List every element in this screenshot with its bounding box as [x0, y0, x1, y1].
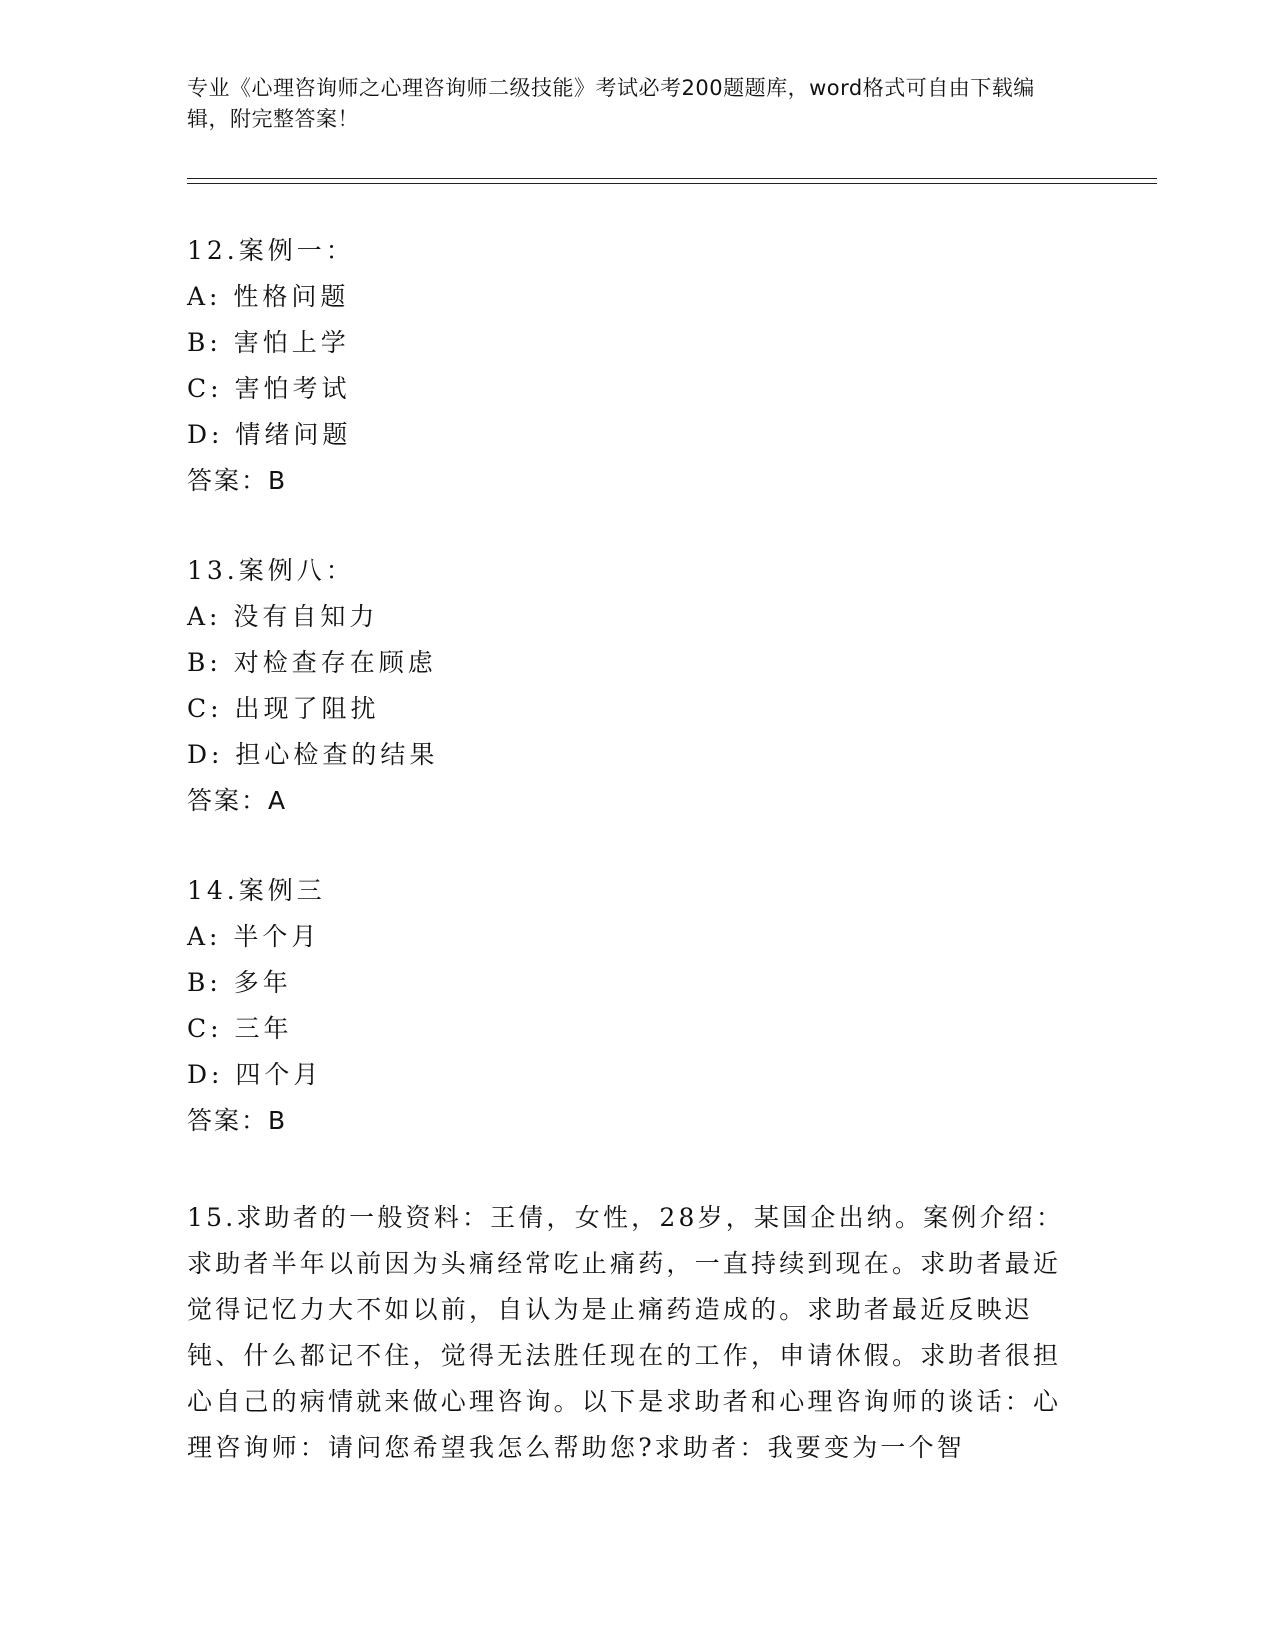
option-b: B: 对检查存在顾虑 — [187, 648, 437, 677]
option-c: C: 出现了阻扰 — [187, 694, 380, 723]
option-d: D: 情绪问题 — [187, 420, 352, 449]
option-a: A: 半个月 — [187, 922, 321, 951]
option-c: C: 三年 — [187, 1014, 293, 1043]
question-12 — [187, 228, 1077, 504]
option-a: A: 没有自知力 — [187, 602, 379, 631]
header-divider-bottom — [187, 183, 1157, 184]
question-stem: 12.案例一： — [187, 236, 355, 265]
option-a: A: 性格问题 — [187, 282, 350, 311]
option-b: B: 多年 — [187, 968, 292, 997]
option-d: D: 担心检查的结果 — [187, 740, 439, 769]
answer-line: 答案：B — [187, 1106, 288, 1135]
option-c: C: 害怕考试 — [187, 374, 351, 403]
option-d: D: 四个月 — [187, 1060, 323, 1089]
option-b: B: 害怕上学 — [187, 328, 350, 357]
header-divider-top — [187, 178, 1157, 179]
question-15-text: 15.求助者的一般资料：王倩，女性，28岁，某国企出纳。案例介绍：求助者半年以前因为头痛经常吃止痛药，一直持续到现在。求助者最近觉得记忆力大不如以前，自认为是止痛药造成的。求助者最近反映迟钝、什么都记不住，觉得无法胜任现在的工作，申请休假。求助者很担心自己的病情就来做心理咨询。以下是求助者和心理咨询师的谈话：心理咨询师：请问您希望我怎么帮助您?求助者：我要变为一个智 — [187, 1203, 1065, 1462]
document-intro: 专业《心理咨询师之心理咨询师二级技能》考试必考200题题库，word格式可自由下载编辑，附完整答案！ — [187, 76, 1035, 131]
answer-line: 答案：B — [187, 466, 288, 495]
question-stem: 14.案例三 — [187, 876, 326, 905]
question-14 — [187, 868, 1077, 1144]
question-stem: 13.案例八： — [187, 556, 355, 585]
question-13 — [187, 548, 1077, 824]
answer-line: 答案：A — [187, 786, 288, 815]
